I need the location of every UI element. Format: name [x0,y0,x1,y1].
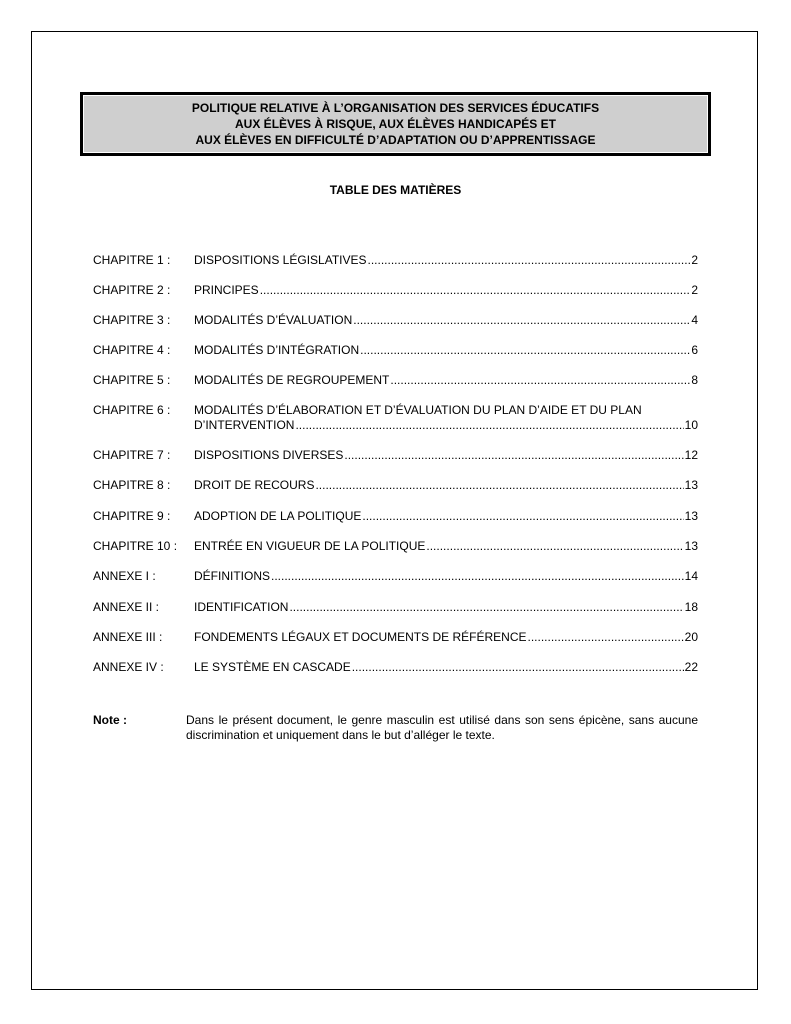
toc-leader-dots [362,509,683,524]
toc-page-number: 13 [684,478,698,492]
toc-entry [194,313,698,328]
toc-page-number: 13 [684,509,698,523]
toc-label: ANNEXE I : [93,569,156,583]
title-line-1: POLITIQUE RELATIVE À L’ORGANISATION DES SERVICES ÉDUCATIFS [191,101,600,115]
toc-label: CHAPITRE 1 : [93,253,171,267]
toc-row [93,283,698,298]
toc-page-number: 4 [691,313,698,327]
toc-leader-dots [527,630,683,645]
toc-row [93,630,698,645]
toc-title: LE SYSTÈME EN CASCADE [194,660,351,674]
toc-label: CHAPITRE 3 : [93,313,171,327]
toc-title: IDENTIFICATION [194,600,289,614]
toc-entry [194,569,698,584]
toc-row [93,253,698,268]
toc-row [93,448,698,463]
toc-leader-dots [353,313,690,328]
toc-title: DISPOSITIONS DIVERSES [194,448,344,462]
toc-entry [194,478,698,493]
toc-row [93,660,698,675]
toc-label: ANNEXE II : [93,600,160,614]
toc-page-number: 2 [691,283,698,297]
toc-label: CHAPITRE 4 : [93,343,171,357]
toc-leader-dots [360,343,690,358]
toc-leader-dots [390,373,690,388]
toc-label: CHAPITRE 2 : [93,283,171,297]
toc-label: CHAPITRE 9 : [93,509,171,523]
note-label: Note : [93,713,127,727]
toc-page-number: 14 [684,569,698,583]
toc-page-number: 10 [684,418,698,432]
toc-label: ANNEXE III : [93,630,163,644]
toc-page-number: 8 [691,373,698,387]
title-line-2: AUX ÉLÈVES À RISQUE, AUX ÉLÈVES HANDICAPÉS ET [235,117,556,131]
toc-leader-dots [295,418,683,433]
toc-entry [194,539,698,554]
toc-leader-dots [271,569,684,584]
toc-row [93,569,698,584]
toc-leader-dots [315,478,683,493]
toc-title: FONDEMENTS LÉGAUX ET DOCUMENTS DE RÉFÉRENCE [194,630,527,644]
note-text: Dans le présent document, le genre masculin est utilisé dans son sens épicène, sans aucune discrimination et uniquement dans le but d’alléger le texte. [186,713,698,742]
toc-title: DROIT DE RECOURS [194,478,315,492]
toc-title: PRINCIPES [194,283,259,297]
toc-label: CHAPITRE 10 : [93,539,178,553]
toc-title: DISPOSITIONS LÉGISLATIVES [194,253,367,267]
toc-entry [194,283,698,298]
toc-row [93,478,698,493]
toc-label: CHAPITRE 5 : [93,373,171,387]
toc-title: MODALITÉS D’INTÉGRATION [194,343,360,357]
toc-entry [194,373,698,388]
toc-row [93,539,698,554]
toc-entry [194,630,698,645]
toc-row [93,509,698,524]
toc-entry [194,600,698,615]
toc-page-number: 6 [691,343,698,357]
toc-page-number: 2 [691,253,698,267]
toc-page-number: 20 [684,630,698,644]
toc-entry [194,660,698,675]
toc-entry [194,448,698,463]
toc-row [93,343,698,358]
toc-leader-dots [289,600,683,615]
title-inner [83,95,708,153]
toc-row [93,403,698,433]
toc-leader-dots [260,283,691,298]
toc-page-number: 13 [684,539,698,553]
toc-heading: TABLE DES MATIÈRES [329,183,462,197]
toc-title: DÉFINITIONS [194,569,271,583]
toc-label: ANNEXE IV : [93,660,164,674]
toc-label: CHAPITRE 8 : [93,478,171,492]
toc-leader-dots [368,253,691,268]
toc-title: D’INTERVENTION [194,418,295,432]
toc-entry [194,343,698,358]
toc-page-number: 22 [684,660,698,674]
toc-row [93,313,698,328]
toc-page-number: 12 [684,448,698,462]
toc-leader-dots [426,539,683,554]
toc-label: CHAPITRE 6 : [93,403,171,417]
toc-title: MODALITÉS D’ÉVALUATION [194,313,353,327]
toc-row [93,600,698,615]
toc-entry [194,253,698,268]
toc-leader-dots [344,448,683,463]
title-line-3: AUX ÉLÈVES EN DIFFICULTÉ D’ADAPTATION OU D’APPRENTISSAGE [195,133,596,147]
toc-page-number: 18 [684,600,698,614]
toc-title: ADOPTION DE LA POLITIQUE [194,509,362,523]
toc-title-line1: MODALITÉS D’ÉLABORATION ET D’ÉVALUATION DU PLAN D’AIDE ET DU PLAN [194,403,642,417]
toc-entry [194,418,698,433]
toc-title: MODALITÉS DE REGROUPEMENT [194,373,390,387]
toc-leader-dots [352,660,684,675]
toc-row [93,373,698,388]
toc-title: ENTRÉE EN VIGUEUR DE LA POLITIQUE [194,539,426,553]
title-box [80,92,711,156]
toc-label: CHAPITRE 7 : [93,448,171,462]
toc-entry [194,509,698,524]
